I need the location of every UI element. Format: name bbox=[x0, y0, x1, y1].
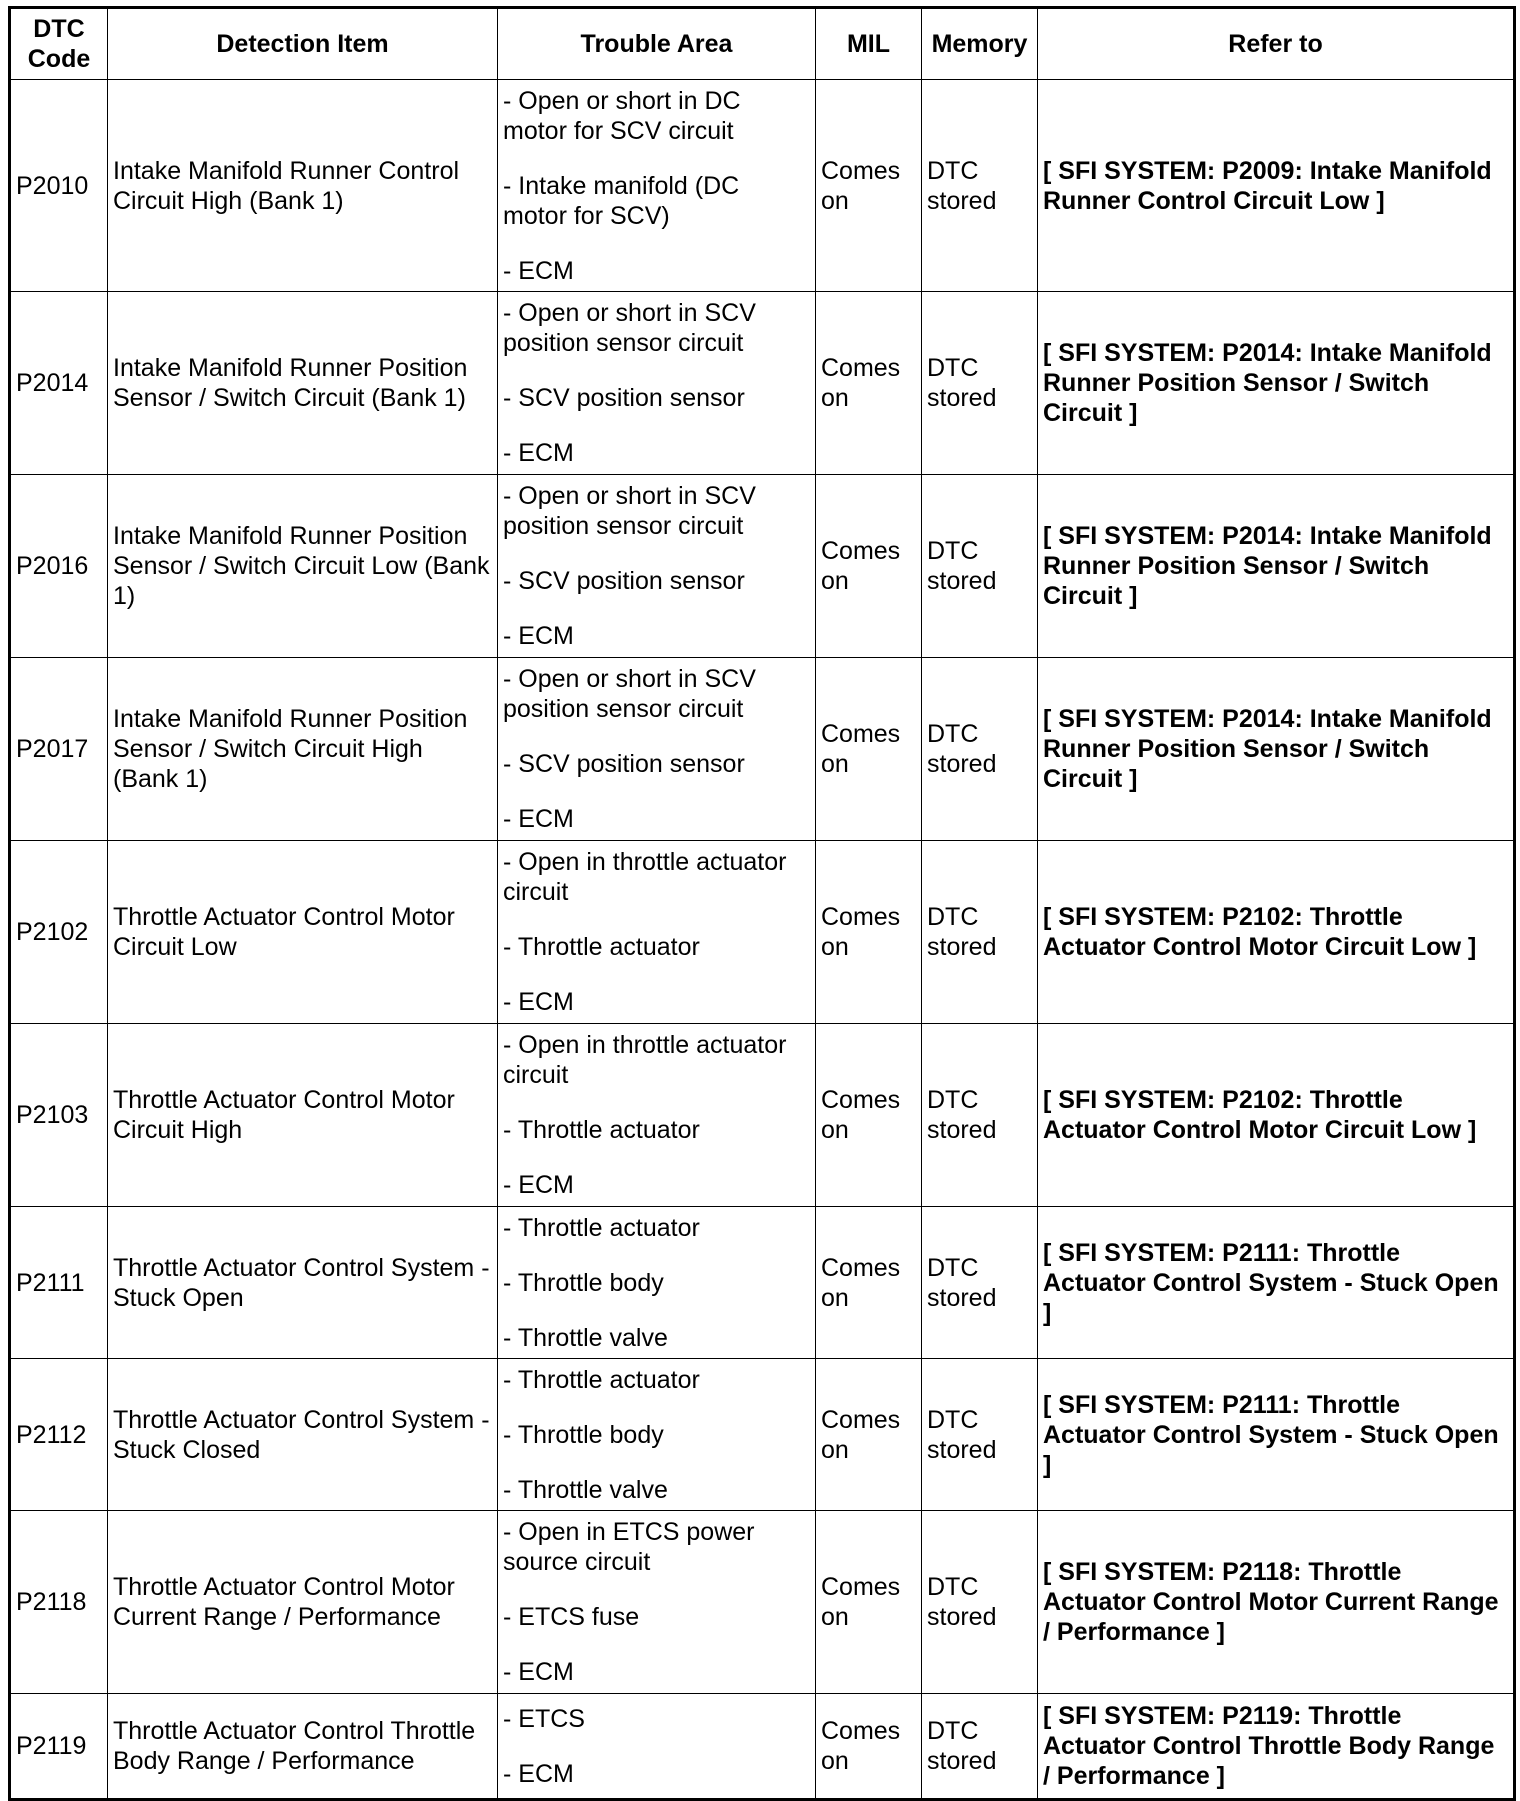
trouble-area-item: - Throttle actuator bbox=[503, 1213, 700, 1242]
memory-cell: DTC stored bbox=[922, 1359, 1038, 1511]
trouble-area-item: - ECM bbox=[503, 805, 574, 833]
trouble-area-cell bbox=[498, 658, 816, 841]
trouble-area-cell bbox=[498, 1207, 816, 1359]
trouble-area-item: - Throttle actuator bbox=[503, 1365, 700, 1394]
detection-item-cell: Intake Manifold Runner Position Sensor / Switch Circuit Low (Bank 1) bbox=[108, 475, 498, 658]
trouble-area-item: - ETCS fuse bbox=[503, 1603, 640, 1631]
trouble-area-item: - ECM bbox=[503, 1759, 574, 1788]
trouble-area-item: - ECM bbox=[503, 439, 574, 467]
trouble-area-item: - ECM bbox=[503, 622, 574, 650]
detection-item-cell: Intake Manifold Runner Position Sensor / Switch Circuit (Bank 1) bbox=[108, 292, 498, 475]
refer-to-cell: [ SFI SYSTEM: P2014: Intake Manifold Runner Position Sensor / Switch Circuit ] bbox=[1038, 475, 1515, 658]
trouble-area-item: - Open or short in SCV position sensor circuit bbox=[503, 482, 756, 540]
trouble-area-item: - ECM bbox=[503, 256, 574, 285]
dtc-code-cell: P2112 bbox=[10, 1359, 108, 1511]
detection-item-cell: Intake Manifold Runner Position Sensor / Switch Circuit High (Bank 1) bbox=[108, 658, 498, 841]
table-body bbox=[10, 80, 1515, 1800]
trouble-area-cell bbox=[498, 1024, 816, 1207]
memory-cell: DTC stored bbox=[922, 475, 1038, 658]
refer-to-cell: [ SFI SYSTEM: P2111: Throttle Actuator Control System - Stuck Open ] bbox=[1038, 1207, 1515, 1359]
refer-to-cell: [ SFI SYSTEM: P2014: Intake Manifold Runner Position Sensor / Switch Circuit ] bbox=[1038, 658, 1515, 841]
trouble-area-item: - Open in ETCS power source circuit bbox=[503, 1518, 755, 1576]
mil-cell: Comes on bbox=[816, 1024, 922, 1207]
memory-cell: DTC stored bbox=[922, 1024, 1038, 1207]
trouble-area-item: - ECM bbox=[503, 1171, 574, 1199]
memory-cell: DTC stored bbox=[922, 80, 1038, 292]
refer-to-cell: [ SFI SYSTEM: P2102: Throttle Actuator Control Motor Circuit Low ] bbox=[1038, 1024, 1515, 1207]
memory-cell: DTC stored bbox=[922, 1511, 1038, 1694]
dtc-code-cell: P2014 bbox=[10, 292, 108, 475]
dtc-table-container bbox=[8, 6, 1513, 1794]
table-row bbox=[10, 1359, 1515, 1511]
trouble-area-item: - SCV position sensor bbox=[503, 567, 745, 595]
detection-item-cell: Intake Manifold Runner Control Circuit High (Bank 1) bbox=[108, 80, 498, 292]
trouble-area-cell bbox=[498, 80, 816, 292]
trouble-area-cell bbox=[498, 841, 816, 1024]
trouble-area-item: - Throttle body bbox=[503, 1420, 664, 1449]
refer-to-cell: [ SFI SYSTEM: P2014: Intake Manifold Runner Position Sensor / Switch Circuit ] bbox=[1038, 292, 1515, 475]
dtc-code-cell: P2017 bbox=[10, 658, 108, 841]
dtc-code-cell: P2118 bbox=[10, 1511, 108, 1694]
detection-item-cell: Throttle Actuator Control Throttle Body Range / Performance bbox=[108, 1694, 498, 1800]
mil-cell: Comes on bbox=[816, 1694, 922, 1800]
mil-cell: Comes on bbox=[816, 841, 922, 1024]
table-row bbox=[10, 1694, 1515, 1800]
dtc-code-cell: P2103 bbox=[10, 1024, 108, 1207]
trouble-area-item: - Throttle body bbox=[503, 1268, 664, 1297]
mil-cell: Comes on bbox=[816, 292, 922, 475]
mil-cell: Comes on bbox=[816, 658, 922, 841]
trouble-area-cell bbox=[498, 1511, 816, 1694]
trouble-area-item: - Open or short in SCV position sensor circuit bbox=[503, 299, 756, 357]
table-row bbox=[10, 658, 1515, 841]
detection-item-cell: Throttle Actuator Control System - Stuck Open bbox=[108, 1207, 498, 1359]
trouble-area-item: - SCV position sensor bbox=[503, 384, 745, 412]
refer-to-cell: [ SFI SYSTEM: P2119: Throttle Actuator Control Throttle Body Range / Performance ] bbox=[1038, 1694, 1515, 1800]
mil-cell: Comes on bbox=[816, 80, 922, 292]
table-row bbox=[10, 1511, 1515, 1694]
table-row bbox=[10, 80, 1515, 292]
trouble-area-cell bbox=[498, 1694, 816, 1800]
table-header-row bbox=[10, 8, 1515, 80]
trouble-area-item: - Throttle actuator bbox=[503, 933, 700, 961]
detection-item-cell: Throttle Actuator Control Motor Current Range / Performance bbox=[108, 1511, 498, 1694]
dtc-code-cell: P2010 bbox=[10, 80, 108, 292]
detection-item-cell: Throttle Actuator Control Motor Circuit Low bbox=[108, 841, 498, 1024]
trouble-area-item: - Open in throttle actuator circuit bbox=[503, 848, 787, 906]
trouble-area-item: - ECM bbox=[503, 988, 574, 1016]
table-row bbox=[10, 841, 1515, 1024]
memory-cell: DTC stored bbox=[922, 658, 1038, 841]
refer-to-cell: [ SFI SYSTEM: P2111: Throttle Actuator Control System - Stuck Open ] bbox=[1038, 1359, 1515, 1511]
detection-item-cell: Throttle Actuator Control Motor Circuit High bbox=[108, 1024, 498, 1207]
refer-to-cell: [ SFI SYSTEM: P2102: Throttle Actuator Control Motor Circuit Low ] bbox=[1038, 841, 1515, 1024]
detection-item-cell: Throttle Actuator Control System - Stuck Closed bbox=[108, 1359, 498, 1511]
table-row bbox=[10, 292, 1515, 475]
trouble-area-cell bbox=[498, 1359, 816, 1511]
refer-to-cell: [ SFI SYSTEM: P2118: Throttle Actuator Control Motor Current Range / Performance ] bbox=[1038, 1511, 1515, 1694]
header-memory: Memory bbox=[922, 8, 1038, 80]
trouble-area-item: - Throttle actuator bbox=[503, 1116, 700, 1144]
memory-cell: DTC stored bbox=[922, 841, 1038, 1024]
memory-cell: DTC stored bbox=[922, 1694, 1038, 1800]
header-dtc-code: DTC Code bbox=[10, 8, 108, 80]
dtc-code-cell: P2119 bbox=[10, 1694, 108, 1800]
dtc-table bbox=[8, 6, 1516, 1801]
header-refer-to: Refer to bbox=[1038, 8, 1515, 80]
trouble-area-item: - Open in throttle actuator circuit bbox=[503, 1031, 787, 1089]
memory-cell: DTC stored bbox=[922, 1207, 1038, 1359]
header-mil: MIL bbox=[816, 8, 922, 80]
memory-cell: DTC stored bbox=[922, 292, 1038, 475]
table-row bbox=[10, 1024, 1515, 1207]
trouble-area-item: - Open or short in DC motor for SCV circuit bbox=[503, 86, 741, 145]
trouble-area-item: - Open or short in SCV position sensor circuit bbox=[503, 665, 756, 723]
trouble-area-cell bbox=[498, 475, 816, 658]
header-detection-item: Detection Item bbox=[108, 8, 498, 80]
mil-cell: Comes on bbox=[816, 475, 922, 658]
header-trouble-area: Trouble Area bbox=[498, 8, 816, 80]
dtc-code-cell: P2111 bbox=[10, 1207, 108, 1359]
trouble-area-item: - Intake manifold (DC motor for SCV) bbox=[503, 171, 740, 230]
table-row bbox=[10, 475, 1515, 658]
refer-to-cell: [ SFI SYSTEM: P2009: Intake Manifold Runner Control Circuit Low ] bbox=[1038, 80, 1515, 292]
trouble-area-item: - Throttle valve bbox=[503, 1323, 668, 1352]
trouble-area-cell bbox=[498, 292, 816, 475]
mil-cell: Comes on bbox=[816, 1511, 922, 1694]
trouble-area-item: - ETCS bbox=[503, 1704, 585, 1733]
table-row bbox=[10, 1207, 1515, 1359]
dtc-code-cell: P2016 bbox=[10, 475, 108, 658]
trouble-area-item: - Throttle valve bbox=[503, 1475, 668, 1504]
dtc-code-cell: P2102 bbox=[10, 841, 108, 1024]
trouble-area-item: - SCV position sensor bbox=[503, 750, 745, 778]
trouble-area-item: - ECM bbox=[503, 1658, 574, 1686]
mil-cell: Comes on bbox=[816, 1359, 922, 1511]
mil-cell: Comes on bbox=[816, 1207, 922, 1359]
